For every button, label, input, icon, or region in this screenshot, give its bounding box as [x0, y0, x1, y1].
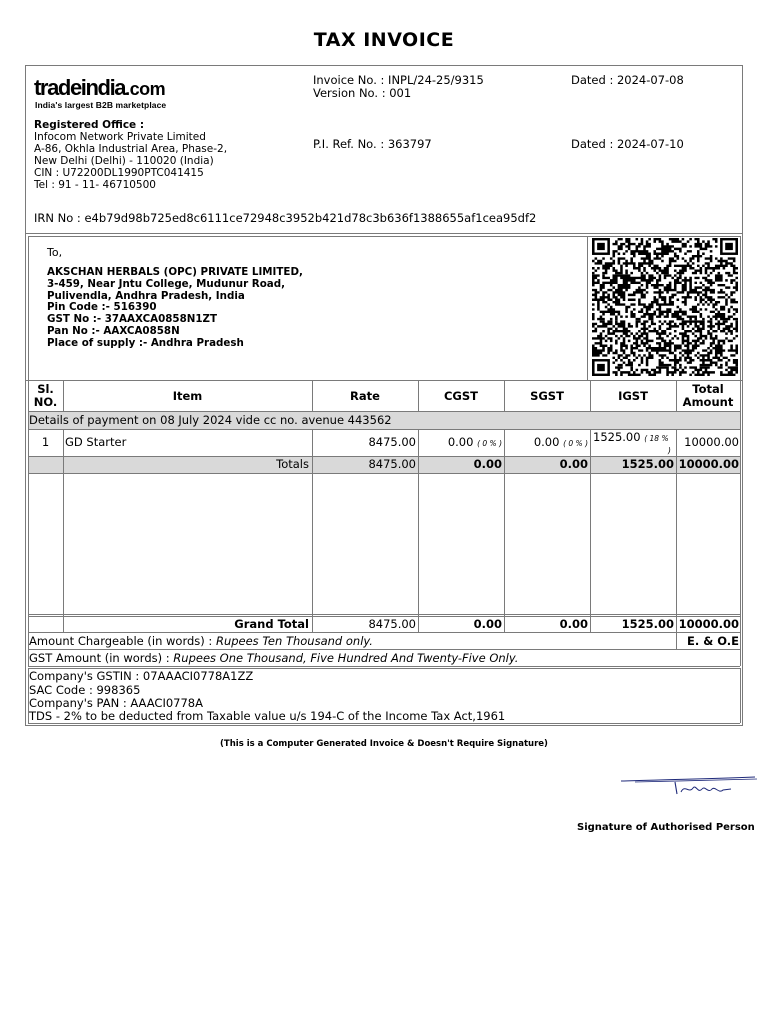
divider — [28, 614, 740, 615]
qr-code — [592, 238, 738, 376]
divider — [504, 429, 505, 632]
totals-sgst: 0.00 — [559, 457, 588, 471]
divider — [740, 668, 741, 723]
company-pan: Company's PAN : AAACI0778A — [29, 696, 203, 710]
header-item: Item — [172, 389, 203, 403]
divider — [63, 429, 64, 632]
totals-cgst: 0.00 — [473, 457, 502, 471]
buyer-address-2: Pulivendla, Andhra Pradesh, India — [47, 289, 245, 302]
totals-label: Totals — [276, 457, 309, 471]
divider — [590, 380, 591, 411]
buyer-pan: Pan No :- AAXCA0858N — [47, 324, 180, 337]
divider — [25, 233, 743, 234]
divider — [28, 632, 740, 633]
company-gstin: Company's GSTIN : 07AAACI0778A1ZZ — [29, 669, 254, 683]
buyer-place-of-supply: Place of supply :- Andhra Pradesh — [47, 336, 244, 349]
company-tel: Tel : 91 - 11- 46710500 — [34, 179, 156, 191]
divider — [740, 236, 741, 380]
grand-total-rate: 8475.00 — [368, 617, 416, 631]
divider — [676, 429, 677, 649]
bill-to-block — [47, 247, 303, 350]
header-rate: Rate — [350, 389, 380, 403]
eoe-label: E. & O.E — [686, 634, 739, 648]
divider — [28, 666, 740, 667]
header-igst: IGST — [618, 389, 648, 403]
grand-total-sgst: 0.00 — [559, 617, 588, 631]
company-cin: CIN : U72200DL1990PTC041415 — [34, 167, 204, 179]
divider — [418, 429, 419, 632]
divider — [28, 649, 740, 650]
tradeindia-logo — [34, 76, 214, 112]
divider — [312, 380, 313, 411]
registered-office — [34, 119, 227, 191]
gst-in-words: GST Amount (in words) : Rupees One Thousand, Five Hundred And Twenty-Five Only. — [29, 651, 519, 665]
divider — [504, 380, 505, 411]
company-address-1: A-86, Okhla Industrial Area, Phase-2, — [34, 143, 228, 155]
header-cgst: CGST — [443, 389, 478, 403]
company-name: Infocom Network Private Limited — [34, 131, 206, 143]
invoice-date: Dated : 2024-07-08 — [571, 73, 684, 87]
divider — [28, 236, 29, 380]
pi-date: Dated : 2024-07-10 — [571, 137, 684, 151]
header-sl: Sl. NO. — [33, 382, 58, 409]
grand-total-label: Grand Total — [234, 617, 309, 631]
divider — [28, 380, 29, 666]
divider — [740, 380, 741, 666]
buyer-pin: Pin Code :- 516390 — [47, 301, 157, 314]
divider — [312, 429, 313, 632]
payment-note: Details of payment on 08 July 2024 vide cc no. avenue 443562 — [29, 413, 392, 427]
divider — [590, 429, 591, 632]
to-label: To, — [47, 246, 63, 259]
company-address-2: New Delhi (Delhi) - 110020 (India) — [34, 155, 214, 167]
header-sgst: SGST — [530, 389, 564, 403]
buyer-address-1: 3-459, Near Jntu College, Mudunur Road, — [47, 277, 285, 290]
buyer-name: AKSCHAN HERBALS (OPC) PRIVATE LIMITED, — [47, 266, 303, 278]
divider — [28, 723, 740, 724]
row-igst: 1525.00 ( 18 % — [593, 430, 669, 444]
divider — [28, 473, 740, 474]
logo-tagline: India's largest B2B marketplace — [35, 100, 167, 110]
tds-note: TDS - 2% to be deducted from Taxable value u/s 194-C of the Income Tax Act,1961 — [29, 709, 506, 723]
totals-amount: 10000.00 — [678, 457, 739, 471]
divider — [25, 380, 743, 381]
computer-generated-note: (This is a Computer Generated Invoice & Doesn't Require Signature) — [220, 739, 548, 749]
pi-reference: P.I. Ref. No. : 363797 — [313, 137, 432, 151]
row-cgst: 0.00 ( 0 % ) — [447, 435, 502, 449]
version-number: Version No. : 001 — [313, 86, 412, 100]
invoice-number: Invoice No. : INPL/24-25/9315 — [313, 73, 484, 87]
totals-igst: 1525.00 — [621, 457, 674, 471]
logo-wordmark: tradeindia.com — [34, 75, 166, 100]
amount-in-words: Amount Chargeable (in words) : Rupees Ten Thousand only. — [29, 634, 373, 648]
row-igst-pct-end: ) — [668, 446, 671, 455]
row-sgst: 0.00 ( 0 % ) — [533, 435, 588, 449]
grand-total-igst: 1525.00 — [621, 617, 674, 631]
header-total: Total Amount — [682, 382, 734, 409]
registered-office-label: Registered Office : — [34, 119, 145, 131]
row-sl: 1 — [41, 435, 50, 449]
divider — [418, 380, 419, 411]
sac-code: SAC Code : 998365 — [29, 683, 141, 697]
signature-image — [615, 770, 761, 798]
divider — [676, 380, 677, 411]
totals-rate: 8475.00 — [368, 457, 416, 471]
row-item: GD Starter — [65, 435, 127, 449]
grand-total-cgst: 0.00 — [473, 617, 502, 631]
row-total: 10000.00 — [684, 435, 739, 449]
document-title: TAX INVOICE — [313, 29, 455, 51]
divider — [587, 236, 588, 380]
divider — [28, 236, 740, 237]
irn-number: IRN No : e4b79d98b725ed8c6111ce72948c3952b421d78c3b636f1388655af1cea95df2 — [34, 211, 537, 225]
row-rate: 8475.00 — [368, 435, 416, 449]
grand-total-amount: 10000.00 — [678, 617, 739, 631]
signature-label: Signature of Authorised Person — [577, 822, 755, 833]
divider — [63, 380, 64, 411]
buyer-gst: GST No :- 37AAXCA0858N1ZT — [47, 313, 218, 326]
